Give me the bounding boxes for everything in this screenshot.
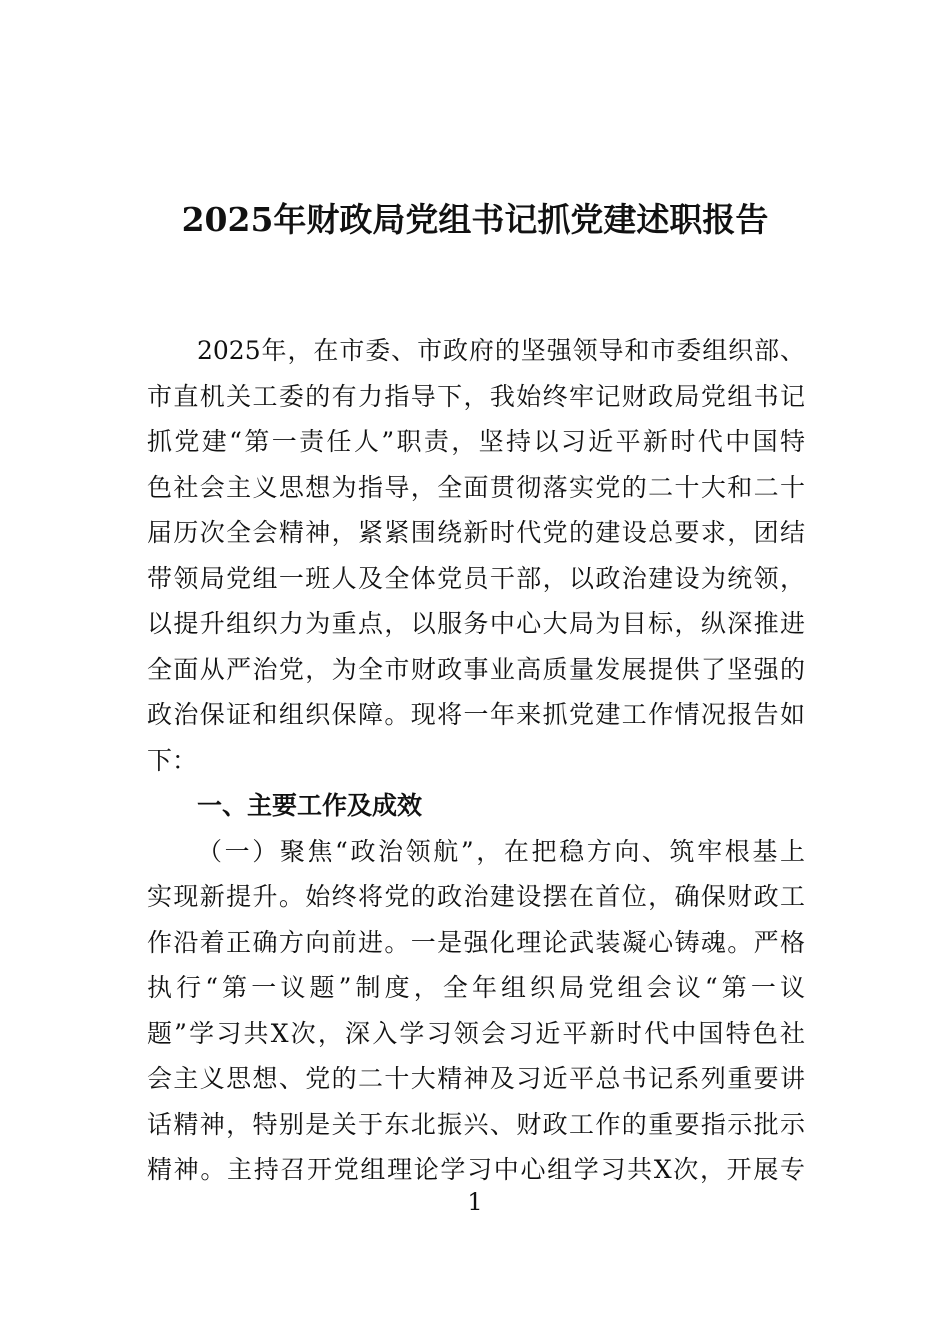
text-line: 会主义思想、党的二十大精神及习近平总书记系列重要讲 xyxy=(147,1064,805,1093)
document-body xyxy=(147,328,805,1193)
text-line: 题”学习共X次，深入学习领会习近平新时代中国特色社 xyxy=(147,1018,805,1048)
text-line: 执行“第一议题”制度，全年组织局党组会议“第一议 xyxy=(147,973,805,1002)
text-line: 市直机关工委的有力指导下，我始终牢记财政局党组书记 xyxy=(147,381,805,411)
section-heading: 一、主要工作及成效 xyxy=(197,791,423,820)
text-line: 全面从严治党，为全市财政事业高质量发展提供了坚强的 xyxy=(147,654,805,684)
text-line: 带领局党组一班人及全体党员干部，以政治建设为统领， xyxy=(147,563,805,593)
text-line: （一）聚焦“政治领航”，在把稳方向、筑牢根基上 xyxy=(197,836,805,866)
text-line: 政治保证和组织保障。现将一年来抓党建工作情况报告如 xyxy=(147,700,805,729)
text-line: 色社会主义思想为指导，全面贯彻落实党的二十大和二十 xyxy=(147,472,805,502)
text-line: 精神。主持召开党组理论学习中心组学习共X次，开展专 xyxy=(147,1155,805,1184)
document-title: 2025年财政局党组书记抓党建述职报告 xyxy=(181,200,769,239)
page-number: 1 xyxy=(467,1188,483,1216)
text-line: 以提升组织力为重点，以服务中心大局为目标，纵深推进 xyxy=(147,609,805,638)
text-line: 2025年，在市委、市政府的坚强领导和市委组织部、 xyxy=(197,336,805,365)
text-line: 作沿着正确方向前进。一是强化理论武装凝心铸魂。严格 xyxy=(147,927,805,957)
text-line: 抓党建“第一责任人”职责，坚持以习近平新时代中国特 xyxy=(147,427,805,456)
text-line: 实现新提升。始终将党的政治建设摆在首位，确保财政工 xyxy=(147,882,805,911)
text-line: 话精神，特别是关于东北振兴、财政工作的重要指示批示 xyxy=(147,1109,805,1139)
text-line: 届历次全会精神，紧紧围绕新时代党的建设总要求，团结 xyxy=(147,518,805,547)
text-line: 下： xyxy=(147,745,198,775)
